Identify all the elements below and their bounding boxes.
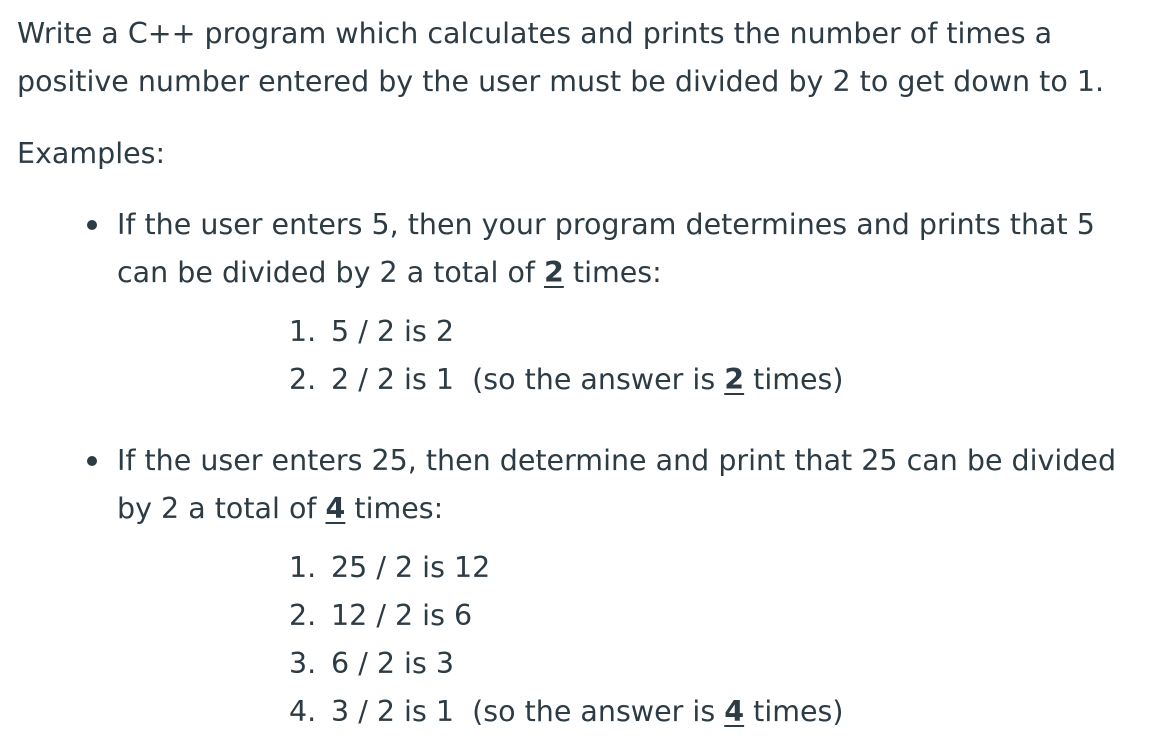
step-expression: 2 / 2 is 1 [331, 363, 455, 396]
example-description [117, 437, 1137, 533]
step-note-before: (so the answer is [454, 363, 725, 396]
step-expression: 12 / 2 is 6 [331, 599, 473, 632]
step-number: 3. [289, 647, 317, 680]
step-count: 2 [724, 363, 745, 396]
step-number: 4. [289, 695, 317, 728]
intro-paragraph: Write a C++ program which calculates and prints the number of times a positive number entered by the user must be divided by 2 to get down to 1. [17, 17, 1105, 98]
step-number: 1. [289, 315, 317, 348]
step-number: 1. [289, 551, 317, 584]
example-description [117, 201, 1137, 297]
step-expression: 3 / 2 is 1 [331, 695, 455, 728]
example-item-2 [117, 437, 1137, 728]
step-note-after: times) [744, 695, 844, 728]
example-text-after: times: [563, 256, 662, 289]
step-item [289, 308, 844, 356]
example-item-1 [117, 201, 1137, 396]
example-text-after: times: [345, 492, 444, 525]
step-item [289, 640, 844, 688]
step-item [289, 592, 844, 640]
step-note-before: (so the answer is [454, 695, 725, 728]
example-count: 4 [325, 492, 346, 525]
step-item [289, 688, 844, 736]
example-text-before: If the user enters 5, then your program determines and prints that 5 can be divided by 2 a total of [117, 208, 1095, 289]
example-text-before: If the user enters 25, then determine and print that 25 can be divided by 2 a total of [117, 444, 1117, 525]
steps-list [289, 308, 844, 404]
step-expression: 25 / 2 is 12 [331, 551, 491, 584]
bullet-icon [87, 456, 97, 466]
step-item [289, 356, 844, 404]
example-count: 2 [544, 256, 564, 289]
bullet-icon [87, 220, 97, 230]
steps-list [289, 544, 844, 736]
step-count: 4 [724, 695, 745, 728]
step-number: 2. [289, 363, 317, 396]
step-item [289, 544, 844, 592]
step-number: 2. [289, 599, 317, 632]
examples-heading: Examples: [17, 137, 166, 170]
step-expression: 5 / 2 is 2 [331, 315, 455, 348]
step-expression: 6 / 2 is 3 [331, 647, 455, 680]
step-note-after: times) [744, 363, 844, 396]
